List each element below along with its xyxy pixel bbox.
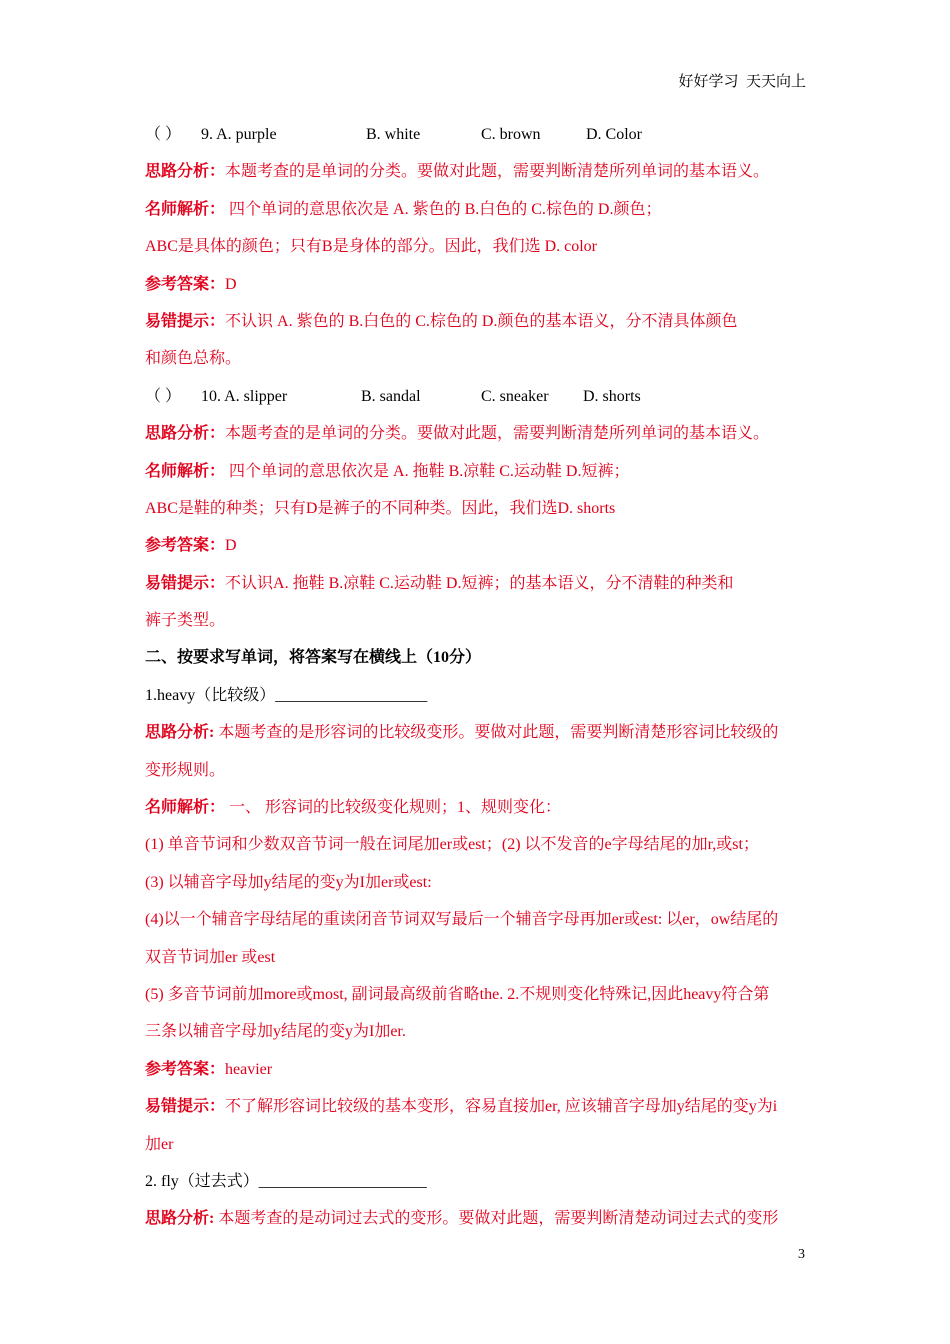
q10-tip-cont: 裤子类型。 bbox=[145, 612, 226, 630]
q9-tip-cont: 和颜色总称。 bbox=[145, 350, 242, 368]
analysis-label: 思路分析: bbox=[145, 1210, 215, 1228]
question-9 bbox=[145, 116, 810, 153]
q9-analysis bbox=[145, 153, 810, 190]
answer-text: D bbox=[225, 537, 237, 555]
s2q1-analysis bbox=[145, 714, 810, 751]
option-d: D. Color bbox=[586, 126, 642, 143]
teacher-text: 四个单词的意思依次是 A. 拖鞋 B.凉鞋 C.运动鞋 D.短裤； bbox=[225, 462, 630, 480]
rule-4-cont: 双音节词加er 或est bbox=[145, 948, 276, 966]
analysis-label: 思路分析： bbox=[145, 425, 226, 443]
answer-label: 参考答案： bbox=[145, 275, 226, 293]
analysis-text: 本题考查的是单词的分类。要做对此题，需要判断清楚所列单词的基本语义。 bbox=[225, 425, 770, 443]
s2q1-analysis-cont: 变形规则。 bbox=[145, 761, 226, 779]
analysis-text: 本题考查的是动词过去式的变形。要做对此题，需要判断清楚动词过去式的变形 bbox=[214, 1210, 779, 1228]
question-10 bbox=[145, 378, 810, 415]
q9-teacher-explanation-cont: ABC是具体的颜色；只有B是身体的部分。因此，我们选 D. color bbox=[145, 238, 598, 256]
document-body bbox=[145, 116, 810, 1238]
analysis-text: 本题考查的是单词的分类。要做对此题，需要判断清楚所列单词的基本语义。 bbox=[225, 163, 770, 181]
tip-text: 不认识 A. 紫色的 B.白色的 C.棕色的 D.颜色的基本语义，分不清具体颜色 bbox=[225, 312, 738, 330]
teacher-label: 名师解析： bbox=[145, 200, 226, 218]
q10-teacher-explanation-cont: ABC是鞋的种类；只有D是裤子的不同种类。因此，我们选D. shorts bbox=[145, 499, 616, 517]
rule-1-2: (1) 单音节词和少数双音节词一般在词尾加er或est；(2) 以不发音的e字母结尾的加r,或st； bbox=[145, 836, 759, 854]
tip-text: 不了解形容词比较级的基本变形，容易直接加er, 应该辅音字母加y结尾的变y为i bbox=[225, 1098, 778, 1116]
teacher-label: 名师解析： bbox=[145, 799, 226, 817]
s2q1-answer bbox=[145, 1051, 810, 1088]
s2q1-tip-cont: 加er bbox=[145, 1135, 174, 1153]
option-b: B. sandal bbox=[361, 387, 421, 405]
tip-label: 易错提示： bbox=[145, 1098, 226, 1116]
q9-teacher-explanation bbox=[145, 191, 810, 228]
option-b: B. white bbox=[366, 126, 421, 143]
answer-text: D bbox=[225, 275, 237, 293]
option-d: D. shorts bbox=[583, 387, 641, 405]
rule-4: (4)以一个辅音字母结尾的重读闭音节词双写最后一个辅音字母再加er或est: 以er，ow结尾的 bbox=[145, 911, 779, 929]
s2q2-analysis bbox=[145, 1200, 810, 1237]
teacher-label: 名师解析： bbox=[145, 462, 226, 480]
q10-teacher-explanation bbox=[145, 453, 810, 490]
s2-question-1-prompt: 1.heavy（比较级）___________________ bbox=[145, 686, 428, 704]
answer-label: 参考答案： bbox=[145, 1060, 226, 1078]
q10-tip bbox=[145, 565, 810, 602]
s2q1-tip bbox=[145, 1088, 810, 1125]
option-a: 10. A. slipper bbox=[201, 387, 288, 405]
option-a: 9. A. purple bbox=[201, 126, 277, 143]
s2q1-teacher-explanation bbox=[145, 789, 810, 826]
section-2-title: 二、按要求写单词，将答案写在横线上（10分） bbox=[145, 649, 482, 667]
analysis-label: 思路分析： bbox=[145, 163, 226, 181]
q10-answer bbox=[145, 527, 810, 564]
page-number: 3 bbox=[798, 1247, 805, 1262]
tip-text: 不认识A. 拖鞋 B.凉鞋 C.运动鞋 D.短裤；的基本语义，分不清鞋的种类和 bbox=[225, 574, 734, 592]
analysis-label: 思路分析: bbox=[145, 724, 215, 742]
page-header: 好好学习 天天向上 bbox=[678, 74, 806, 90]
answer-paren: （ ） bbox=[145, 387, 182, 405]
rule-5-cont: 三条以辅音字母加y结尾的变y为I加er. bbox=[145, 1023, 406, 1041]
rule-5: (5) 多音节词前加more或most, 副词最高级前省略the. 2.不规则变化特殊记,因此heavy符合第 bbox=[145, 985, 770, 1003]
option-c: C. brown bbox=[481, 126, 541, 143]
teacher-text: 一、 形容词的比较级变化规则；1、规则变化： bbox=[225, 799, 562, 817]
analysis-text: 本题考查的是形容词的比较级变形。要做对此题，需要判断清楚形容词比较级的 bbox=[214, 724, 779, 742]
teacher-text: 四个单词的意思依次是 A. 紫色的 B.白色的 C.棕色的 D.颜色； bbox=[225, 200, 662, 218]
q9-answer bbox=[145, 266, 810, 303]
answer-text: heavier bbox=[225, 1060, 273, 1078]
tip-label: 易错提示： bbox=[145, 574, 226, 592]
q9-tip bbox=[145, 303, 810, 340]
tip-label: 易错提示： bbox=[145, 312, 226, 330]
option-c: C. sneaker bbox=[481, 387, 549, 405]
s2-question-2-prompt: 2. fly（过去式）_____________________ bbox=[145, 1172, 427, 1190]
rule-3: (3) 以辅音字母加y结尾的变y为I加er或est: bbox=[145, 873, 432, 891]
answer-paren: （ ） bbox=[145, 126, 182, 143]
q10-analysis bbox=[145, 415, 810, 452]
answer-label: 参考答案： bbox=[145, 537, 226, 555]
